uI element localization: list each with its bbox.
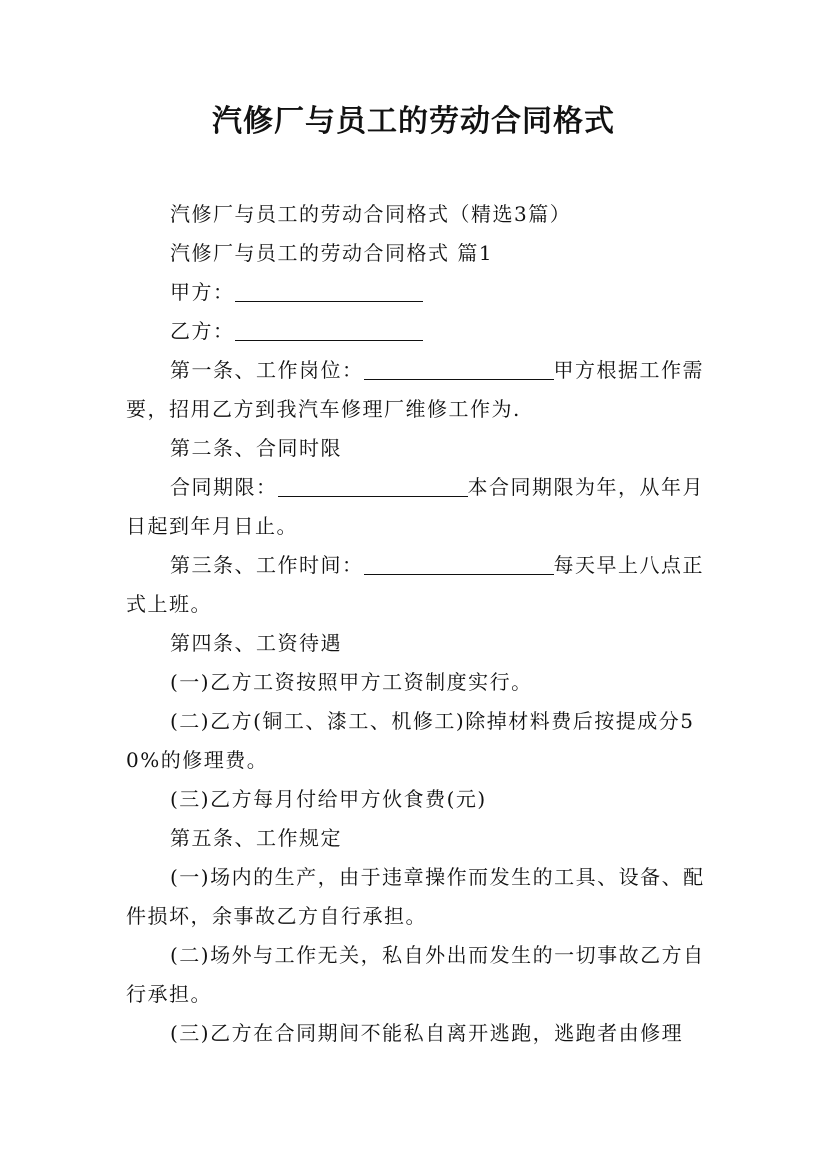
paragraph-wage-2: (二)乙方(铜工、漆工、机修工)除掉材料费后按提成分50%的修理费。 <box>126 709 695 772</box>
article-1-label: 第一条、工作岗位： <box>170 358 364 382</box>
contract-term-label: 合同期限： <box>170 475 278 499</box>
paragraph-contract-term <box>126 468 716 546</box>
paragraph-rule-3: (三)乙方在合同期间不能私自离开逃跑，逃跑者由修理 <box>170 1021 684 1045</box>
paragraph-article-5-heading: 第五条、工作规定 <box>170 826 342 850</box>
article-3-label: 第三条、工作时间： <box>170 553 364 577</box>
paragraph-article-4-heading: 第四条、工资待遇 <box>170 631 342 655</box>
paragraph-article-1 <box>126 351 716 429</box>
contract-term-text: 本合同期限为年，从年月日起到年月日止。 <box>126 475 704 538</box>
article-1-blank-line <box>364 359 554 380</box>
document-title: 汽修厂与员工的劳动合同格式 <box>212 104 615 139</box>
article-3-blank-line <box>364 554 554 575</box>
party-a-blank-line <box>235 281 423 302</box>
paragraph-article-2-heading: 第二条、合同时限 <box>170 436 342 460</box>
paragraph-rule-2: (二)场外与工作无关，私自外出而发生的一切事故乙方自行承担。 <box>126 943 705 1006</box>
paragraph-rule-1: (一)场内的生产，由于违章操作而发生的工具、设备、配件损坏，余事故乙方自行承担。 <box>126 865 705 928</box>
contract-term-blank-line <box>278 476 468 497</box>
paragraph-section-heading: 汽修厂与员工的劳动合同格式 篇1 <box>170 241 494 265</box>
paragraph-article-3 <box>126 546 716 624</box>
paragraph-party-b <box>126 312 716 351</box>
article-1-text: 甲方根据工作需要，招用乙方到我汽车修理厂维修工作为. <box>126 358 704 421</box>
party-b-blank-line <box>235 320 423 341</box>
document-body <box>126 195 716 1053</box>
paragraph-wage-1: (一)乙方工资按照甲方工资制度实行。 <box>170 670 533 694</box>
party-b-label: 乙方： <box>170 319 235 343</box>
paragraph-subtitle: 汽修厂与员工的劳动合同格式（精选3篇） <box>170 202 572 226</box>
article-3-text: 每天早上八点正式上班。 <box>126 553 704 616</box>
paragraph-wage-3: (三)乙方每月付给甲方伙食费(元) <box>170 787 487 811</box>
paragraph-party-a <box>126 273 716 312</box>
party-a-label: 甲方： <box>170 280 235 304</box>
